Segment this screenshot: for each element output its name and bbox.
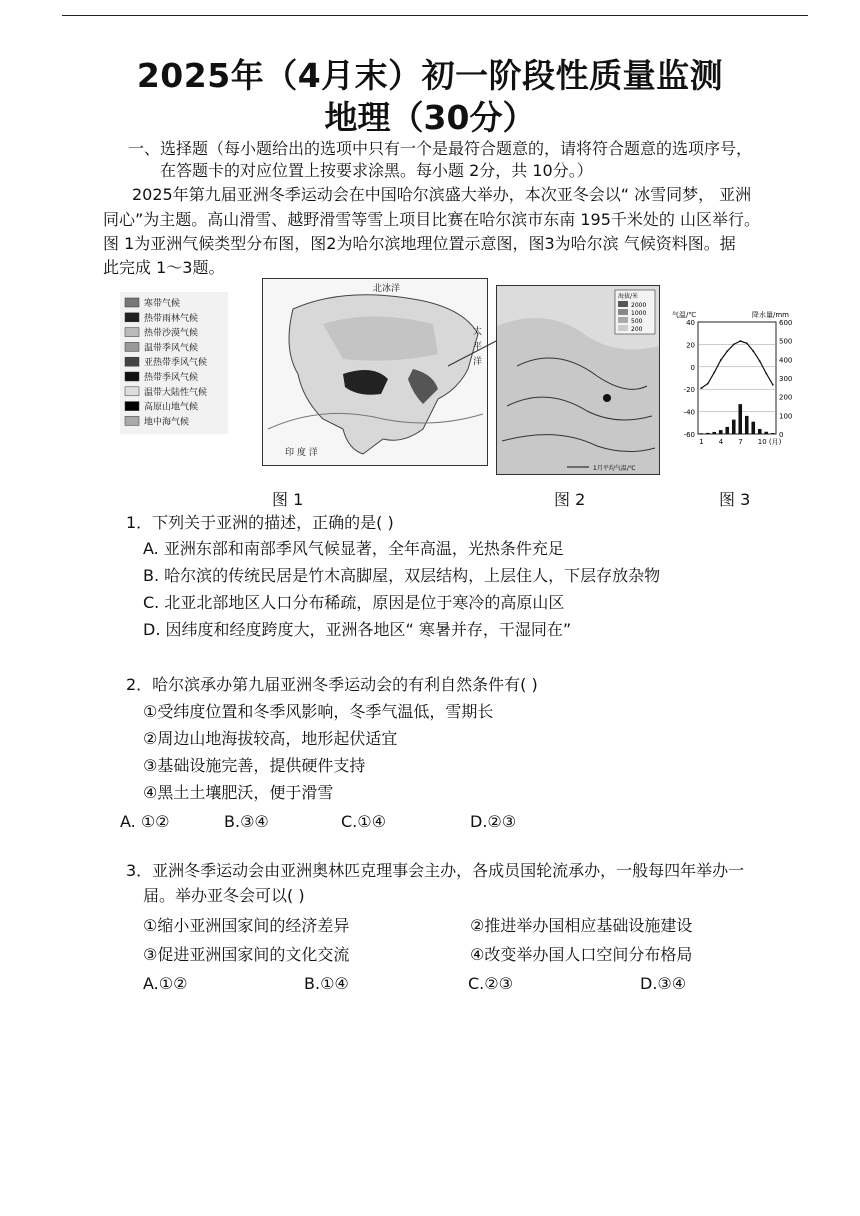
legend-label: 地中海气候 xyxy=(144,417,190,428)
precip-bar xyxy=(751,422,755,434)
harbin-map-graphic xyxy=(497,286,659,474)
legend-swatch xyxy=(125,372,139,381)
question-3-choice-b[interactable]: B.①④ xyxy=(304,974,349,993)
temperature-point xyxy=(759,360,761,362)
precip-bar xyxy=(719,430,723,434)
precip-bar xyxy=(764,432,768,434)
figure1-caption: 图 1 xyxy=(272,490,304,509)
temperature-point xyxy=(726,350,728,352)
isotherm-note: 1月平均气温/℃ xyxy=(593,465,636,472)
y-left-tick: 0 xyxy=(690,363,695,372)
question-3-choice-c[interactable]: C.②③ xyxy=(468,974,513,993)
question-1-option-b[interactable]: B. 哈尔滨的传统民居是竹木高脚屋，双层结构，上层住人，下层存放杂物 xyxy=(143,566,661,585)
temperature-point xyxy=(733,344,735,346)
temperature-point xyxy=(772,384,774,386)
question-2-item-4: ④黑土土壤肥沃，便于滑雪 xyxy=(143,783,334,802)
precip-bar xyxy=(725,427,729,434)
question-1-stem: 1．下列关于亚洲的描述，正确的是( ) xyxy=(126,513,394,532)
y-right-label: 降水量/mm xyxy=(752,311,789,319)
precip-bar xyxy=(758,429,762,434)
question-3-choice-a[interactable]: A.①② xyxy=(143,974,188,993)
legend-label: 热带沙漠气候 xyxy=(144,328,199,339)
legend-label: 温带大陆性气候 xyxy=(144,387,208,398)
question-3-item-4: ④改变举办国人口空间分布格局 xyxy=(470,945,693,964)
question-3-stem: 3．亚洲冬季运动会由亚洲奥林匹克理事会主办，各成员国轮流承办，一般每四年举办一 xyxy=(126,861,745,880)
y-left-tick: 40 xyxy=(686,319,695,327)
elev-500: 500 xyxy=(631,318,643,325)
figure3-caption: 图 3 xyxy=(719,490,751,509)
question-3-item-2: ②推进举办国相应基础设施建设 xyxy=(470,916,693,935)
legend-swatch xyxy=(125,342,139,351)
y-left-tick: -40 xyxy=(683,408,695,417)
question-3-item-1: ①缩小亚洲国家间的经济差异 xyxy=(143,916,350,935)
precip-bar xyxy=(706,433,710,434)
pacific-label-1: 太 xyxy=(473,327,483,337)
legend-swatch xyxy=(125,402,139,411)
legend-swatch xyxy=(125,298,139,307)
temperature-point xyxy=(700,387,702,389)
connector-line xyxy=(448,338,498,368)
question-2-item-2: ②周边山地海拔较高，地形起伏适宜 xyxy=(143,729,398,748)
figure1-asia-climate-map xyxy=(262,278,488,466)
intro-line-1: 2025年第九届亚洲冬季运动会在中国哈尔滨盛大举办，本次亚冬会以“ 冰雪同梦， 亚洲 xyxy=(132,185,752,204)
y-left-tick: -20 xyxy=(683,386,695,395)
y-right-tick: 400 xyxy=(779,356,793,365)
plot-frame xyxy=(698,322,776,434)
precip-bar xyxy=(712,432,716,434)
figure1-legend-graphic xyxy=(120,292,228,434)
y-right-tick: 600 xyxy=(779,319,793,327)
x-tick: 4 xyxy=(718,438,724,446)
question-3-choice-d[interactable]: D.③④ xyxy=(640,974,687,993)
climate-chart-svg xyxy=(672,308,812,454)
question-2-choice-a[interactable]: A. ①② xyxy=(120,812,170,831)
indian-ocean-label: 印 度 洋 xyxy=(285,448,318,458)
legend-swatch xyxy=(125,357,139,366)
precip-bar xyxy=(738,404,742,434)
question-2-choice-d[interactable]: D.②③ xyxy=(470,812,517,831)
y-right-tick: 0 xyxy=(779,431,784,439)
asia-map-graphic xyxy=(263,279,487,465)
temperature-point xyxy=(765,373,767,375)
y-left-label: 气温/℃ xyxy=(672,311,697,319)
figure2-caption: 图 2 xyxy=(554,490,586,509)
legend-label: 热带季风气候 xyxy=(144,373,199,383)
temperature-line xyxy=(701,341,773,388)
precip-bar xyxy=(771,433,775,434)
temperature-point xyxy=(713,372,715,374)
precip-bar xyxy=(745,416,749,434)
legend-label: 热带雨林气候 xyxy=(144,313,199,324)
x-tick: 10 (月) xyxy=(757,438,782,446)
legend-label: 亚热带季风气候 xyxy=(144,358,208,369)
page-subtitle: 地理（30分） xyxy=(324,98,536,137)
y-right-tick: 100 xyxy=(779,412,793,421)
question-2-choice-b[interactable]: B.③④ xyxy=(224,812,269,831)
page-title: 2025年（4月末）初一阶段性质量监测 xyxy=(136,56,724,95)
question-3-stem-cont: 届。举办亚冬会可以( ) xyxy=(143,886,305,905)
harbin-marker xyxy=(603,394,611,402)
question-2-choice-c[interactable]: C.①④ xyxy=(341,812,386,831)
y-right-tick: 500 xyxy=(779,337,793,346)
legend-swatch xyxy=(125,387,139,396)
arctic-ocean-label: 北冰洋 xyxy=(373,284,401,294)
elev-1000: 1000 xyxy=(631,310,647,317)
temperature-point xyxy=(707,383,709,385)
section-heading-cont: 在答题卡的对应位置上按要求涂黑。每小题 2分，共 10分。） xyxy=(160,161,593,180)
question-2-item-1: ①受纬度位置和冬季风影响，冬季气温低，雪期长 xyxy=(143,702,494,721)
intro-line-2: 同心”为主题。高山滑雪、越野滑雪等雪上项目比赛在哈尔滨市东南 195千米处的 山区举行。 xyxy=(103,210,761,229)
legend-label: 寒带气候 xyxy=(144,299,181,309)
legend-label: 高原山地气候 xyxy=(144,402,199,413)
temperature-point xyxy=(720,359,722,361)
y-right-tick: 300 xyxy=(779,375,793,383)
legend-swatch xyxy=(125,416,139,425)
y-right-tick: 200 xyxy=(779,393,793,402)
question-3-item-3: ③促进亚洲国家间的文化交流 xyxy=(143,945,350,964)
elev-200: 200 xyxy=(631,326,643,333)
intro-line-3: 图 1为亚洲气候类型分布图，图2为哈尔滨地理位置示意图，图3为哈尔滨 气候资料图。据 xyxy=(103,234,736,253)
figure1-legend xyxy=(120,292,228,434)
temperature-point xyxy=(746,342,748,344)
question-1-option-d[interactable]: D. 因纬度和经度跨度大，亚洲各地区“ 寒暑并存，干湿同在” xyxy=(143,620,572,639)
intro-line-4: 此完成 1～3题。 xyxy=(103,258,225,277)
question-1-option-c[interactable]: C. 北亚北部地区人口分布稀疏，原因是位于寒冷的高原山区 xyxy=(143,593,565,612)
precip-bar xyxy=(699,433,703,434)
pacific-label-3: 洋 xyxy=(473,357,483,367)
top-rule xyxy=(62,15,808,16)
y-left-tick: -60 xyxy=(683,431,695,439)
question-2-stem: 2．哈尔滨承办第九届亚洲冬季运动会的有利自然条件有( ) xyxy=(126,675,538,694)
elevation-legend-title: 海拔/米 xyxy=(618,293,639,300)
question-1-option-a[interactable]: A. 亚洲东部和南部季风气候显著，全年高温，光热条件充足 xyxy=(143,539,564,558)
x-tick: 7 xyxy=(738,438,743,446)
question-2-item-3: ③基础设施完善，提供硬件支持 xyxy=(143,756,366,775)
elev-2000: 2000 xyxy=(631,302,647,309)
precip-bar xyxy=(732,420,736,434)
legend-swatch xyxy=(125,328,139,337)
section-heading: 一、选择题（每小题给出的选项中只有一个是最符合题意的，请将符合题意的选项序号， xyxy=(128,139,753,158)
temperature-point xyxy=(739,340,741,342)
x-tick: 1 xyxy=(699,438,704,446)
pacific-label-2: 平 xyxy=(473,342,483,352)
figure3-climate-chart xyxy=(672,308,812,454)
desert-region xyxy=(323,317,438,361)
legend-label: 温带季风气候 xyxy=(144,343,199,354)
y-left-tick: 20 xyxy=(686,341,695,350)
figure2-harbin-location-map xyxy=(496,285,660,475)
legend-swatch xyxy=(125,313,139,322)
temperature-point xyxy=(752,350,754,352)
